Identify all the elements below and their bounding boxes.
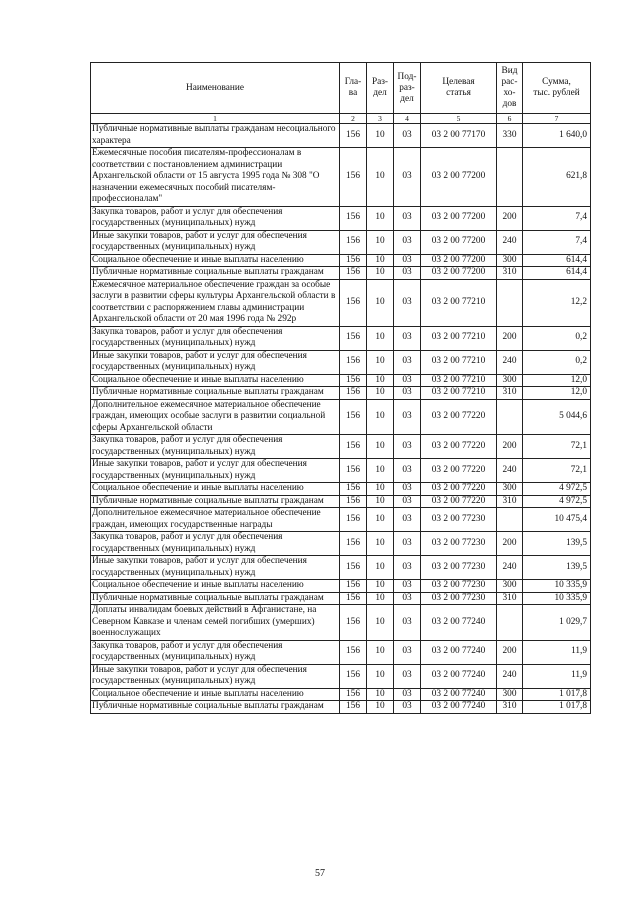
cell-name: Публичные нормативные социальные выплаты гражданам [91, 495, 340, 508]
cell-podrazdel: 03 [394, 508, 421, 532]
cell-name: Иные закупки товаров, работ и услуг для обеспечения государственных (муниципальных) нужд [91, 230, 340, 254]
column-number: 5 [421, 114, 497, 124]
cell-razdel: 10 [367, 230, 394, 254]
cell-podrazdel: 03 [394, 701, 421, 714]
cell-name: Закупка товаров, работ и услуг для обеспечения государственных (муниципальных) нужд [91, 435, 340, 459]
cell-summa: 139,5 [523, 556, 591, 580]
cell-name: Ежемесячные пособия писателям-профессионалам в соответствии с постановлением администрации Архангельской области от 15 августа 1995 года № 308 "О назначении ежемесячных пособий писателям-профессионалам" [91, 148, 340, 207]
cell-podrazdel: 03 [394, 326, 421, 350]
cell-name: Закупка товаров, работ и услуг для обеспечения государственных (муниципальных) нужд [91, 640, 340, 664]
table-row [91, 640, 591, 664]
cell-podrazdel: 03 [394, 124, 421, 148]
header-glava: Гла- ва [340, 63, 367, 114]
cell-razdel: 10 [367, 640, 394, 664]
cell-summa: 12,2 [523, 279, 591, 326]
table-row [91, 267, 591, 280]
cell-razdel: 10 [367, 592, 394, 605]
cell-razdel: 10 [367, 374, 394, 387]
cell-name: Социальное обеспечение и иные выплаты населению [91, 254, 340, 267]
cell-glava: 156 [340, 387, 367, 400]
cell-glava: 156 [340, 267, 367, 280]
cell-glava: 156 [340, 350, 367, 374]
cell-summa: 72,1 [523, 459, 591, 483]
cell-summa: 7,4 [523, 230, 591, 254]
table-row [91, 495, 591, 508]
table-row [91, 254, 591, 267]
table-row [91, 688, 591, 701]
cell-razdel: 10 [367, 267, 394, 280]
cell-razdel: 10 [367, 459, 394, 483]
cell-vid: 310 [497, 701, 523, 714]
cell-name: Публичные нормативные социальные выплаты гражданам [91, 387, 340, 400]
cell-vid: 300 [497, 374, 523, 387]
cell-statya: 03 2 00 77240 [421, 605, 497, 641]
table-row [91, 483, 591, 496]
cell-glava: 156 [340, 483, 367, 496]
table-row [91, 124, 591, 148]
header-podrazdel: Под- раз- дел [394, 63, 421, 114]
cell-summa: 1 640,0 [523, 124, 591, 148]
cell-statya: 03 2 00 77200 [421, 148, 497, 207]
cell-podrazdel: 03 [394, 664, 421, 688]
cell-statya: 03 2 00 77210 [421, 374, 497, 387]
table-row [91, 664, 591, 688]
cell-razdel: 10 [367, 254, 394, 267]
cell-glava: 156 [340, 688, 367, 701]
cell-name: Публичные нормативные социальные выплаты гражданам [91, 701, 340, 714]
cell-podrazdel: 03 [394, 230, 421, 254]
cell-vid: 200 [497, 206, 523, 230]
cell-vid [497, 148, 523, 207]
cell-name: Иные закупки товаров, работ и услуг для обеспечения государственных (муниципальных) нужд [91, 556, 340, 580]
cell-podrazdel: 03 [394, 374, 421, 387]
cell-podrazdel: 03 [394, 532, 421, 556]
cell-summa: 4 972,5 [523, 483, 591, 496]
cell-glava: 156 [340, 556, 367, 580]
cell-razdel: 10 [367, 279, 394, 326]
cell-glava: 156 [340, 605, 367, 641]
cell-vid: 300 [497, 580, 523, 593]
cell-statya: 03 2 00 77220 [421, 399, 497, 435]
table-row [91, 387, 591, 400]
cell-glava: 156 [340, 374, 367, 387]
cell-podrazdel: 03 [394, 459, 421, 483]
cell-podrazdel: 03 [394, 399, 421, 435]
cell-summa: 139,5 [523, 532, 591, 556]
table-row [91, 508, 591, 532]
header-summa: Сумма, тыс. рублей [523, 63, 591, 114]
cell-summa: 10 475,4 [523, 508, 591, 532]
cell-podrazdel: 03 [394, 580, 421, 593]
cell-vid: 200 [497, 435, 523, 459]
cell-razdel: 10 [367, 399, 394, 435]
column-number: 7 [523, 114, 591, 124]
cell-vid: 200 [497, 326, 523, 350]
cell-statya: 03 2 00 77230 [421, 592, 497, 605]
cell-name: Публичные нормативные социальные выплаты гражданам [91, 267, 340, 280]
cell-statya: 03 2 00 77230 [421, 580, 497, 593]
table-row [91, 592, 591, 605]
cell-summa: 11,9 [523, 640, 591, 664]
cell-name: Иные закупки товаров, работ и услуг для обеспечения государственных (муниципальных) нужд [91, 459, 340, 483]
cell-podrazdel: 03 [394, 148, 421, 207]
column-number: 4 [394, 114, 421, 124]
cell-glava: 156 [340, 124, 367, 148]
cell-name: Закупка товаров, работ и услуг для обеспечения государственных (муниципальных) нужд [91, 532, 340, 556]
cell-name: Социальное обеспечение и иные выплаты населению [91, 580, 340, 593]
cell-summa: 10 335,9 [523, 580, 591, 593]
cell-statya: 03 2 00 77170 [421, 124, 497, 148]
cell-glava: 156 [340, 508, 367, 532]
cell-vid: 240 [497, 230, 523, 254]
cell-podrazdel: 03 [394, 688, 421, 701]
cell-podrazdel: 03 [394, 483, 421, 496]
cell-podrazdel: 03 [394, 387, 421, 400]
table-row [91, 326, 591, 350]
cell-statya: 03 2 00 77210 [421, 326, 497, 350]
cell-glava: 156 [340, 326, 367, 350]
column-number: 3 [367, 114, 394, 124]
cell-name: Ежемесячное материальное обеспечение граждан за особые заслуги в развитии сферы культуры Архангельской области в соответствии с распоряжением главы администрации Архангельской области от 20 мая 1996 года № 292р [91, 279, 340, 326]
cell-summa: 0,2 [523, 350, 591, 374]
cell-summa: 5 044,6 [523, 399, 591, 435]
cell-vid: 310 [497, 387, 523, 400]
cell-razdel: 10 [367, 206, 394, 230]
table-row [91, 206, 591, 230]
cell-name: Социальное обеспечение и иные выплаты населению [91, 374, 340, 387]
cell-vid: 240 [497, 664, 523, 688]
cell-glava: 156 [340, 640, 367, 664]
table-row [91, 230, 591, 254]
cell-glava: 156 [340, 230, 367, 254]
cell-podrazdel: 03 [394, 556, 421, 580]
cell-name: Дополнительное ежемесячное материальное обеспечение граждан, имеющих особые заслуги в развитии социальной сферы Архангельской области [91, 399, 340, 435]
cell-statya: 03 2 00 77230 [421, 532, 497, 556]
header-name: Наименование [91, 63, 340, 114]
cell-razdel: 10 [367, 387, 394, 400]
cell-glava: 156 [340, 701, 367, 714]
cell-razdel: 10 [367, 605, 394, 641]
cell-razdel: 10 [367, 148, 394, 207]
cell-summa: 12,0 [523, 374, 591, 387]
cell-vid [497, 508, 523, 532]
cell-glava: 156 [340, 664, 367, 688]
cell-summa: 1 017,8 [523, 701, 591, 714]
cell-name: Социальное обеспечение и иные выплаты населению [91, 688, 340, 701]
cell-statya: 03 2 00 77240 [421, 640, 497, 664]
cell-statya: 03 2 00 77210 [421, 279, 497, 326]
cell-vid [497, 605, 523, 641]
cell-statya: 03 2 00 77240 [421, 664, 497, 688]
cell-summa: 10 335,9 [523, 592, 591, 605]
cell-name: Социальное обеспечение и иные выплаты населению [91, 483, 340, 496]
cell-podrazdel: 03 [394, 206, 421, 230]
cell-statya: 03 2 00 77230 [421, 508, 497, 532]
table-row [91, 701, 591, 714]
cell-vid: 330 [497, 124, 523, 148]
cell-razdel: 10 [367, 664, 394, 688]
cell-statya: 03 2 00 77240 [421, 688, 497, 701]
cell-razdel: 10 [367, 326, 394, 350]
cell-name: Публичные нормативные выплаты гражданам несоциального характера [91, 124, 340, 148]
cell-podrazdel: 03 [394, 350, 421, 374]
cell-summa: 1 029,7 [523, 605, 591, 641]
table-row [91, 459, 591, 483]
cell-razdel: 10 [367, 350, 394, 374]
budget-table-container [90, 62, 590, 714]
cell-name: Закупка товаров, работ и услуг для обеспечения государственных (муниципальных) нужд [91, 206, 340, 230]
cell-glava: 156 [340, 206, 367, 230]
cell-name: Дополнительное ежемесячное материальное обеспечение граждан, имеющих государственные награды [91, 508, 340, 532]
cell-podrazdel: 03 [394, 495, 421, 508]
cell-razdel: 10 [367, 556, 394, 580]
table-row [91, 556, 591, 580]
column-number: 2 [340, 114, 367, 124]
cell-summa: 621,8 [523, 148, 591, 207]
cell-razdel: 10 [367, 580, 394, 593]
cell-vid: 300 [497, 483, 523, 496]
cell-vid: 300 [497, 688, 523, 701]
cell-vid [497, 399, 523, 435]
cell-glava: 156 [340, 435, 367, 459]
cell-name: Публичные нормативные социальные выплаты гражданам [91, 592, 340, 605]
cell-summa: 4 972,5 [523, 495, 591, 508]
cell-podrazdel: 03 [394, 267, 421, 280]
cell-summa: 0,2 [523, 326, 591, 350]
cell-vid: 310 [497, 592, 523, 605]
cell-summa: 11,9 [523, 664, 591, 688]
cell-vid: 240 [497, 556, 523, 580]
cell-vid: 300 [497, 254, 523, 267]
cell-glava: 156 [340, 592, 367, 605]
cell-summa: 614,4 [523, 267, 591, 280]
cell-razdel: 10 [367, 483, 394, 496]
cell-statya: 03 2 00 77200 [421, 254, 497, 267]
cell-statya: 03 2 00 77240 [421, 701, 497, 714]
cell-statya: 03 2 00 77220 [421, 459, 497, 483]
cell-podrazdel: 03 [394, 640, 421, 664]
cell-podrazdel: 03 [394, 435, 421, 459]
table-row [91, 374, 591, 387]
cell-summa: 7,4 [523, 206, 591, 230]
cell-razdel: 10 [367, 495, 394, 508]
cell-podrazdel: 03 [394, 605, 421, 641]
table-row [91, 279, 591, 326]
table-row [91, 532, 591, 556]
column-number: 6 [497, 114, 523, 124]
cell-summa: 12,0 [523, 387, 591, 400]
header-row [91, 63, 591, 114]
header-razdel: Раз- дел [367, 63, 394, 114]
cell-statya: 03 2 00 77200 [421, 230, 497, 254]
cell-glava: 156 [340, 399, 367, 435]
cell-razdel: 10 [367, 701, 394, 714]
cell-summa: 1 017,8 [523, 688, 591, 701]
cell-name: Иные закупки товаров, работ и услуг для обеспечения государственных (муниципальных) нужд [91, 664, 340, 688]
cell-razdel: 10 [367, 688, 394, 701]
table-row [91, 605, 591, 641]
cell-summa: 72,1 [523, 435, 591, 459]
table-row [91, 399, 591, 435]
table-row [91, 350, 591, 374]
cell-name: Закупка товаров, работ и услуг для обеспечения государственных (муниципальных) нужд [91, 326, 340, 350]
cell-glava: 156 [340, 254, 367, 267]
cell-statya: 03 2 00 77230 [421, 556, 497, 580]
cell-statya: 03 2 00 77200 [421, 206, 497, 230]
page-number: 57 [315, 868, 325, 879]
cell-razdel: 10 [367, 124, 394, 148]
table-row [91, 148, 591, 207]
cell-razdel: 10 [367, 508, 394, 532]
cell-razdel: 10 [367, 532, 394, 556]
cell-statya: 03 2 00 77220 [421, 435, 497, 459]
cell-vid: 240 [497, 459, 523, 483]
cell-vid: 200 [497, 640, 523, 664]
cell-podrazdel: 03 [394, 279, 421, 326]
cell-summa: 614,4 [523, 254, 591, 267]
column-number-row [91, 114, 591, 124]
cell-glava: 156 [340, 279, 367, 326]
cell-podrazdel: 03 [394, 592, 421, 605]
cell-vid: 310 [497, 495, 523, 508]
cell-razdel: 10 [367, 435, 394, 459]
cell-glava: 156 [340, 148, 367, 207]
cell-glava: 156 [340, 532, 367, 556]
cell-name: Иные закупки товаров, работ и услуг для обеспечения государственных (муниципальных) нужд [91, 350, 340, 374]
cell-vid: 240 [497, 350, 523, 374]
cell-vid [497, 279, 523, 326]
column-number: 1 [91, 114, 340, 124]
cell-podrazdel: 03 [394, 254, 421, 267]
cell-vid: 310 [497, 267, 523, 280]
table-body [91, 124, 591, 714]
cell-vid: 200 [497, 532, 523, 556]
cell-name: Доплаты инвалидам боевых действий в Афганистане, на Северном Кавказе и членам семей погибших (умерших) военнослужащих [91, 605, 340, 641]
cell-statya: 03 2 00 77220 [421, 495, 497, 508]
cell-statya: 03 2 00 77200 [421, 267, 497, 280]
cell-statya: 03 2 00 77210 [421, 387, 497, 400]
table-row [91, 580, 591, 593]
cell-statya: 03 2 00 77210 [421, 350, 497, 374]
table-row [91, 435, 591, 459]
header-vid: Вид рас- хо- дов [497, 63, 523, 114]
budget-table [90, 62, 591, 714]
cell-statya: 03 2 00 77220 [421, 483, 497, 496]
cell-glava: 156 [340, 459, 367, 483]
cell-glava: 156 [340, 580, 367, 593]
header-statya: Целевая статья [421, 63, 497, 114]
cell-glava: 156 [340, 495, 367, 508]
